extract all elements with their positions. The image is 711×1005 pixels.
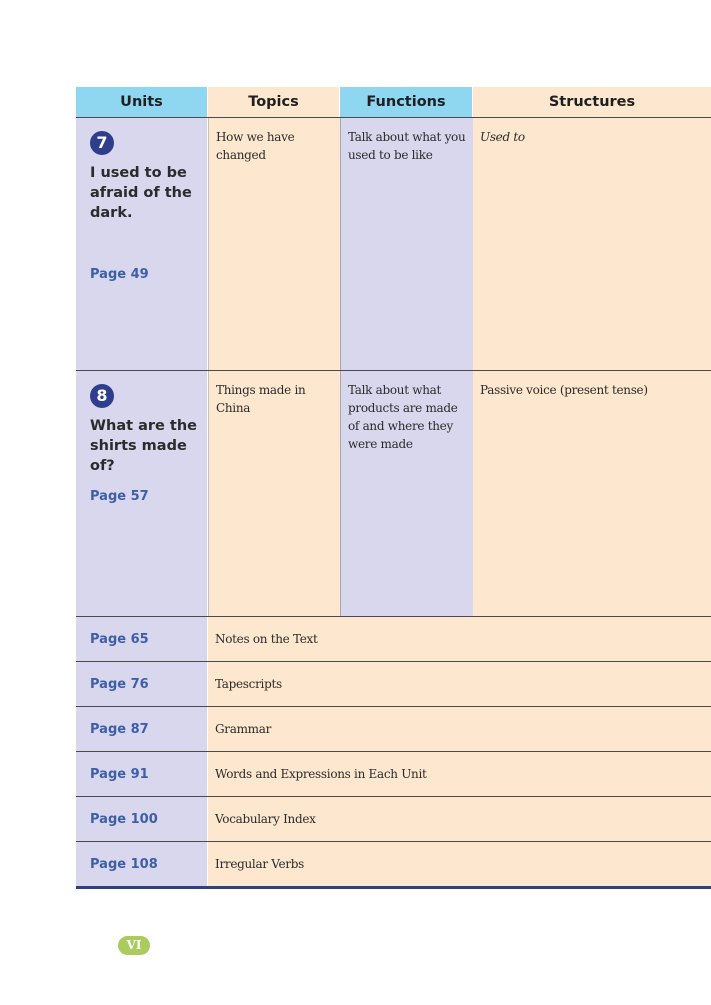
appendix-page-link[interactable]: Page 87 xyxy=(90,722,149,737)
header-units: Units xyxy=(76,87,207,117)
appendix-title: Tapescripts xyxy=(215,677,282,691)
appendix-title-cell xyxy=(208,752,711,796)
topics-text: How we have changed xyxy=(216,130,295,162)
header-functions: Functions xyxy=(340,87,472,117)
topics-cell xyxy=(208,371,340,616)
contents-table xyxy=(76,87,711,889)
structures-text: Used to xyxy=(480,130,525,144)
appendix-page-link[interactable]: Page 100 xyxy=(90,812,158,827)
appendix-page-cell xyxy=(76,617,207,661)
appendix-row xyxy=(76,752,711,797)
appendix-row xyxy=(76,617,711,662)
structures-cell xyxy=(473,118,711,370)
page-number-badge: VI xyxy=(118,936,150,955)
appendix-page-cell xyxy=(76,752,207,796)
unit-title: What are the shirts made of? xyxy=(90,418,197,474)
appendix-row xyxy=(76,707,711,752)
topics-cell xyxy=(208,118,340,370)
appendix-title-cell xyxy=(208,617,711,661)
appendix-row xyxy=(76,797,711,842)
table-bottom-rule xyxy=(76,886,711,889)
unit-row-8 xyxy=(76,371,711,617)
unit-number-badge: 8 xyxy=(90,384,114,408)
appendix-row xyxy=(76,842,711,886)
unit-page-link[interactable]: Page 57 xyxy=(90,489,149,504)
functions-cell xyxy=(340,371,474,616)
appendix-page-link[interactable]: Page 108 xyxy=(90,857,158,872)
functions-text: Talk about what you used to be like xyxy=(348,130,466,162)
structures-text: Passive voice (present tense) xyxy=(480,383,648,397)
unit-cell xyxy=(76,118,207,370)
appendix-page-cell xyxy=(76,707,207,751)
appendix-title: Grammar xyxy=(215,722,272,736)
appendix-title-cell xyxy=(208,797,711,841)
appendix-page-link[interactable]: Page 91 xyxy=(90,767,149,782)
unit-cell xyxy=(76,371,207,616)
appendix-title: Vocabulary Index xyxy=(215,812,316,826)
appendix-title: Words and Expressions in Each Unit xyxy=(215,767,427,781)
functions-cell xyxy=(340,118,474,370)
unit-row-7 xyxy=(76,118,711,371)
appendix-title: Irregular Verbs xyxy=(215,857,305,871)
appendix-title-cell xyxy=(208,842,711,886)
appendix-page-cell xyxy=(76,797,207,841)
appendix-page-cell xyxy=(76,662,207,706)
appendix-page-cell xyxy=(76,842,207,886)
unit-title: I used to be afraid of the dark. xyxy=(90,165,192,221)
structures-cell xyxy=(473,371,711,616)
table-header xyxy=(76,87,711,118)
header-topics: Topics xyxy=(208,87,339,117)
appendix-title-cell xyxy=(208,662,711,706)
appendix-title-cell xyxy=(208,707,711,751)
unit-page-link[interactable]: Page 49 xyxy=(90,267,149,282)
appendix-row xyxy=(76,662,711,707)
appendix-page-link[interactable]: Page 76 xyxy=(90,677,149,692)
unit-number-badge: 7 xyxy=(90,131,114,155)
appendix-title: Notes on the Text xyxy=(215,632,318,646)
appendix-page-link[interactable]: Page 65 xyxy=(90,632,149,647)
header-structures: Structures xyxy=(473,87,711,117)
functions-text: Talk about what products are made of and where they were made xyxy=(348,383,458,451)
topics-text: Things made in China xyxy=(216,383,306,415)
